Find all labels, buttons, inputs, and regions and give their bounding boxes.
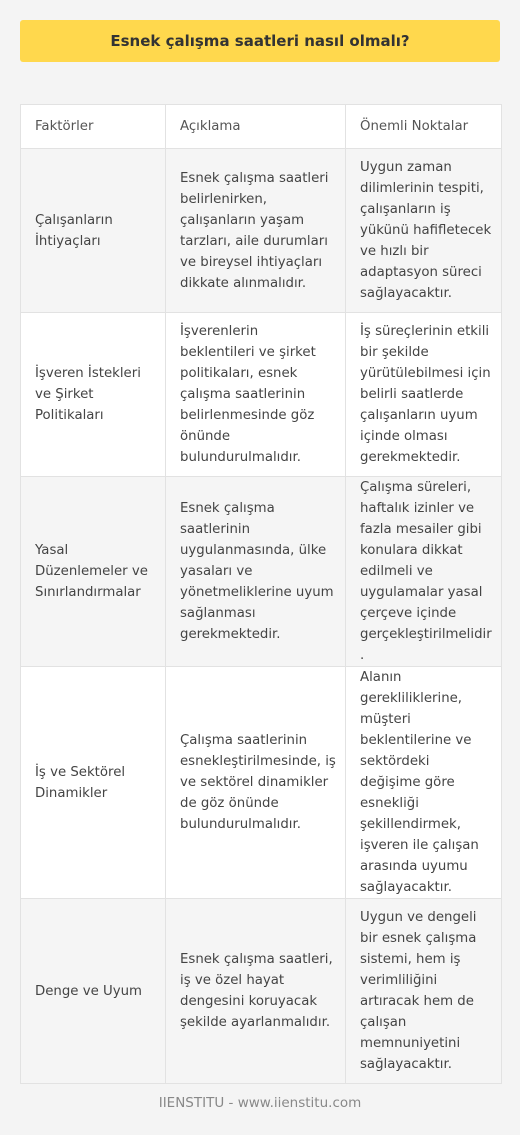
notes-cell: Çalışma süreleri, haftalık izinler ve fazla mesailer gibi konulara dikkat edilmeli ve uygulamalar yasal çerçeve içinde gerçekleştirilmelidir. <box>346 477 502 667</box>
notes-cell: İş süreçlerinin etkili bir şekilde yürütülebilmesi için belirli saatlerde çalışanların uyum içinde olması gerekmektedir. <box>346 313 502 477</box>
header-notes: Önemli Noktalar <box>346 105 502 149</box>
notes-cell: Uygun zaman dilimlerinin tespiti, çalışanların iş yükünü hafifletecek ve hızlı bir adaptasyon süreci sağlayacaktır. <box>346 149 502 313</box>
description-cell: Esnek çalışma saatleri, iş ve özel hayat dengesini koruyacak şekilde ayarlanmalıdır. <box>166 899 346 1084</box>
footer-credit: IIENSTITU - www.iienstitu.com <box>158 1095 362 1111</box>
description-cell: Esnek çalışma saatleri belirlenirken, çalışanların yaşam tarzları, aile durumları ve bireysel ihtiyaçları dikkate alınmalıdır. <box>166 149 346 313</box>
title-banner <box>20 20 500 62</box>
table-header-row <box>21 105 502 149</box>
factor-cell: Yasal Düzenlemeler ve Sınırlandırmalar <box>21 477 166 667</box>
table-row <box>21 667 502 899</box>
factors-table <box>20 104 502 1084</box>
factor-cell: Denge ve Uyum <box>21 899 166 1084</box>
table-row <box>21 477 502 667</box>
factor-cell: Çalışanların İhtiyaçları <box>21 149 166 313</box>
header-factors: Faktörler <box>21 105 166 149</box>
table-row <box>21 313 502 477</box>
description-cell: İşverenlerin beklentileri ve şirket politikaları, esnek çalışma saatlerinin belirlenmesinde göz önünde bulundurulmalıdır. <box>166 313 346 477</box>
table-row <box>21 149 502 313</box>
factor-cell: İşveren İstekleri ve Şirket Politikaları <box>21 313 166 477</box>
notes-cell: Alanın gerekliliklerine, müşteri beklentilerine ve sektördeki değişime göre esnekliği şekillendirmek, işveren ile çalışan arasında uyumu sağlayacaktır. <box>346 667 502 899</box>
header-description: Açıklama <box>166 105 346 149</box>
table-row <box>21 899 502 1084</box>
description-cell: Esnek çalışma saatlerinin uygulanmasında, ülke yasaları ve yönetmeliklerine uyum sağlanması gerekmektedir. <box>166 477 346 667</box>
page-title: Esnek çalışma saatleri nasıl olmalı? <box>110 32 410 50</box>
notes-cell: Uygun ve dengeli bir esnek çalışma sistemi, hem iş verimliliğini artıracak hem de çalışan memnuniyetini sağlayacaktır. <box>346 899 502 1084</box>
factor-cell: İş ve Sektörel Dinamikler <box>21 667 166 899</box>
description-cell: Çalışma saatlerinin esnekleştirilmesinde, iş ve sektörel dinamikler de göz önünde bulundurulmalıdır. <box>166 667 346 899</box>
